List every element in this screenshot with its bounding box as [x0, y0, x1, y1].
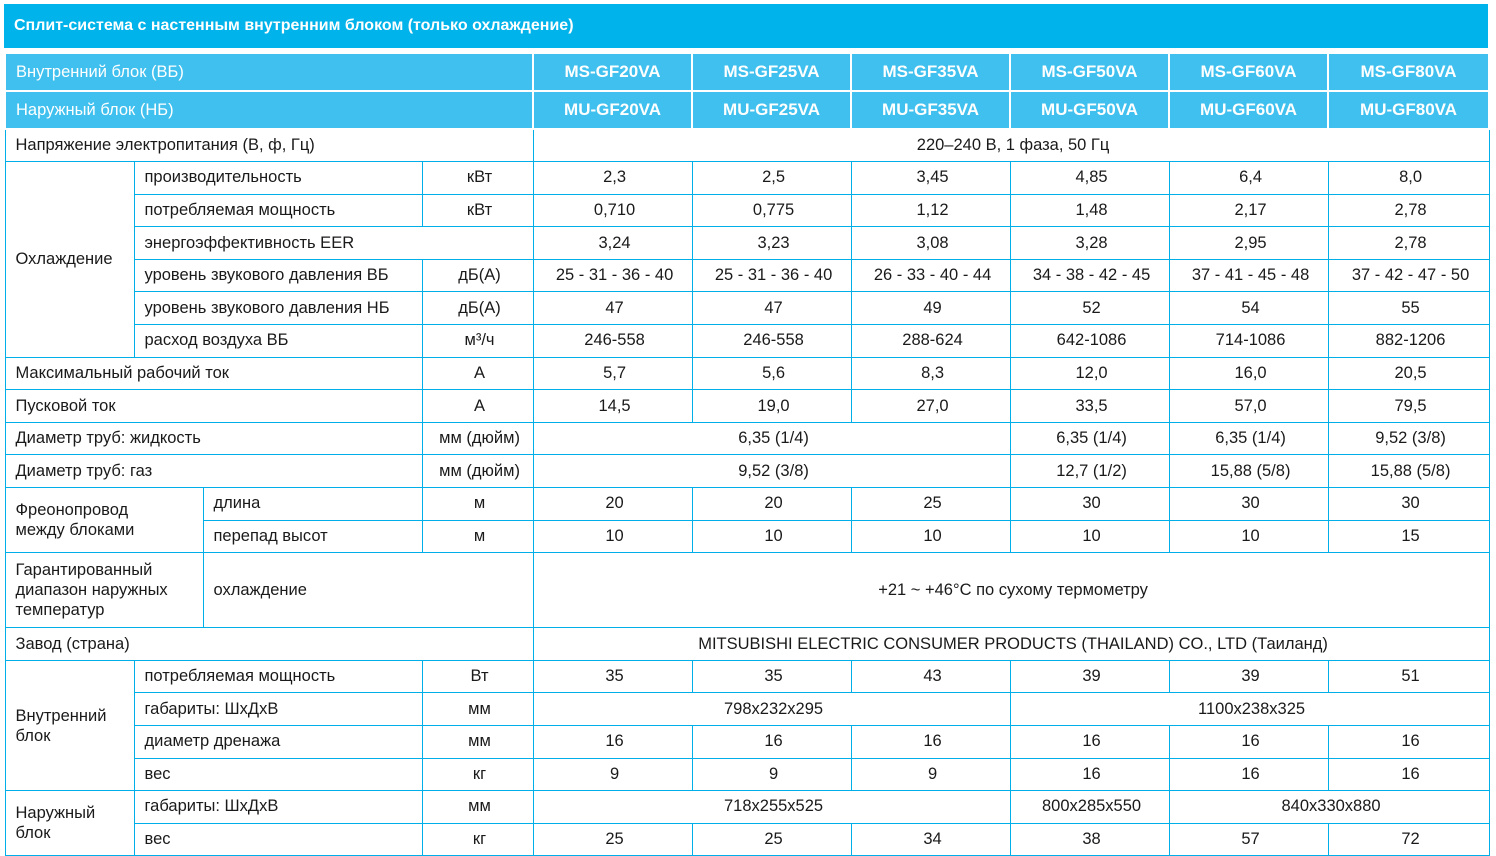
row-label: Диаметр труб: жидкость: [5, 422, 422, 455]
cell-value: 2,78: [1328, 227, 1489, 260]
cell-value: 718x255x525: [533, 791, 1010, 824]
indoor-model: MS-GF35VA: [851, 53, 1010, 91]
cell-value: 16,0: [1169, 357, 1328, 390]
cell-value: 9,52 (3/8): [1328, 422, 1489, 455]
table-title: Сплит-система с настенным внутренним блоком (только охлаждение): [4, 4, 1488, 48]
row-label: Завод (страна): [5, 628, 533, 661]
row-label: габариты: ШхДхВ: [134, 791, 422, 824]
cell-value: 25 - 31 - 36 - 40: [533, 259, 692, 292]
row-label: уровень звукового давления НБ: [134, 292, 422, 325]
outdoor-unit-label-line: блок: [15, 824, 51, 843]
cell-value: 9: [533, 758, 692, 791]
cell-value: 79,5: [1328, 390, 1489, 423]
factory-row: [5, 628, 1489, 661]
cell-value: 16: [692, 726, 851, 759]
unit-cell: мм (дюйм): [422, 455, 533, 488]
cell-value: 3,24: [533, 227, 692, 260]
indoor-model: MS-GF50VA: [1010, 53, 1169, 91]
row-label: Пусковой ток: [5, 390, 422, 423]
cell-value: 5,7: [533, 357, 692, 390]
outdoor-model: MU-GF25VA: [692, 91, 851, 129]
cell-value: 6,35 (1/4): [1010, 422, 1169, 455]
cell-value: 20: [692, 488, 851, 521]
cell-value: 12,0: [1010, 357, 1169, 390]
outdoor-unit-label-line: Наружный: [15, 804, 96, 823]
cell-value: 25: [851, 488, 1010, 521]
cell-value: 1100x238x325: [1010, 693, 1489, 726]
cell-value: 12,7 (1/2): [1010, 455, 1169, 488]
cell-value: 35: [533, 660, 692, 693]
cell-value: 37 - 42 - 47 - 50: [1328, 259, 1489, 292]
cell-value: 26 - 33 - 40 - 44: [851, 259, 1010, 292]
cell-value: 798x232x295: [533, 693, 1010, 726]
cell-value: 840x330x880: [1169, 791, 1489, 824]
cell-value: 2,17: [1169, 194, 1328, 227]
cell-value: 39: [1010, 660, 1169, 693]
pipe-gas-row: [5, 455, 1489, 488]
freon-length-row: [5, 488, 1489, 521]
cell-value: 49: [851, 292, 1010, 325]
cooling-eer-row: [5, 227, 1489, 260]
cell-value: 10: [533, 520, 692, 553]
cell-value: 20: [533, 488, 692, 521]
cell-value: 714-1086: [1169, 325, 1328, 358]
cell-value: 1,48: [1010, 194, 1169, 227]
row-label: диаметр дренажа: [134, 726, 422, 759]
row-label: длина: [203, 488, 422, 521]
indoor-power-row: [5, 660, 1489, 693]
cell-value: 33,5: [1010, 390, 1169, 423]
indoor-unit-label-line: блок: [15, 726, 51, 745]
row-label: габариты: ШхДхВ: [134, 693, 422, 726]
noise-indoor-row: [5, 259, 1489, 292]
cell-value: 15,88 (5/8): [1328, 455, 1489, 488]
cell-value: 16: [1169, 758, 1328, 791]
cell-value: 800x285x550: [1010, 791, 1169, 824]
cell-value: 10: [851, 520, 1010, 553]
cell-value: 16: [533, 726, 692, 759]
cell-value: 9,52 (3/8): [533, 455, 1010, 488]
cell-value: 34 - 38 - 42 - 45: [1010, 259, 1169, 292]
cell-value: 10: [1169, 520, 1328, 553]
cell-value: 51: [1328, 660, 1489, 693]
cell-value: 220–240 В, 1 фаза, 50 Гц: [533, 129, 1489, 162]
freon-label-line: Фреонопровод: [15, 501, 129, 520]
unit-cell: дБ(А): [422, 259, 533, 292]
row-label: расход воздуха ВБ: [134, 325, 422, 358]
cell-value: 35: [692, 660, 851, 693]
cell-value: 6,35 (1/4): [533, 422, 1010, 455]
outdoor-model: MU-GF35VA: [851, 91, 1010, 129]
cell-value: 5,6: [692, 357, 851, 390]
cell-value: 246-558: [533, 325, 692, 358]
spec-table: [4, 52, 1490, 856]
noise-outdoor-row: [5, 292, 1489, 325]
cell-value: 15: [1328, 520, 1489, 553]
temperature-label-line: температур: [15, 601, 105, 620]
cell-value: 288-624: [851, 325, 1010, 358]
cooling-power-row: [5, 194, 1489, 227]
cell-value: 25: [533, 823, 692, 856]
cell-value: 54: [1169, 292, 1328, 325]
unit-cell: м³/ч: [422, 325, 533, 358]
temperature-label-line: диапазон наружных: [15, 581, 168, 600]
pipe-liquid-row: [5, 422, 1489, 455]
cell-value: 16: [1328, 726, 1489, 759]
cell-value: 6,4: [1169, 162, 1328, 195]
unit-cell: кВт: [422, 194, 533, 227]
cell-value: 55: [1328, 292, 1489, 325]
cell-value: 27,0: [851, 390, 1010, 423]
cell-value: 0,775: [692, 194, 851, 227]
indoor-weight-row: [5, 758, 1489, 791]
row-label: Напряжение электропитания (В, ф, Гц): [5, 129, 533, 162]
cell-value: 25 - 31 - 36 - 40: [692, 259, 851, 292]
unit-cell: кг: [422, 823, 533, 856]
unit-cell: м: [422, 488, 533, 521]
cell-value: 2,3: [533, 162, 692, 195]
cell-value: 30: [1328, 488, 1489, 521]
cell-value: 8,0: [1328, 162, 1489, 195]
unit-cell: мм: [422, 726, 533, 759]
outdoor-dims-row: [5, 791, 1489, 824]
cell-value: 16: [1010, 758, 1169, 791]
cell-value: 9: [692, 758, 851, 791]
outdoor-model: MU-GF60VA: [1169, 91, 1328, 129]
indoor-label: Внутренний блок (ВБ): [5, 53, 533, 91]
cell-value: 16: [1010, 726, 1169, 759]
indoor-dims-row: [5, 693, 1489, 726]
max-current-row: [5, 357, 1489, 390]
cell-value: 3,28: [1010, 227, 1169, 260]
cell-value: 8,3: [851, 357, 1010, 390]
cell-value: 3,45: [851, 162, 1010, 195]
cell-value: 6,35 (1/4): [1169, 422, 1328, 455]
cell-value: 9: [851, 758, 1010, 791]
cell-value: 10: [1010, 520, 1169, 553]
unit-cell: А: [422, 390, 533, 423]
indoor-model: MS-GF80VA: [1328, 53, 1489, 91]
row-label: вес: [134, 823, 422, 856]
row-label: вес: [134, 758, 422, 791]
cell-value: 10: [692, 520, 851, 553]
cell-value: 642-1086: [1010, 325, 1169, 358]
row-label: производительность: [134, 162, 422, 195]
cell-value: 43: [851, 660, 1010, 693]
unit-cell: мм (дюйм): [422, 422, 533, 455]
cell-value: 4,85: [1010, 162, 1169, 195]
cell-value: 882-1206: [1328, 325, 1489, 358]
cell-value: 25: [692, 823, 851, 856]
cell-value: 246-558: [692, 325, 851, 358]
cell-value: 15,88 (5/8): [1169, 455, 1328, 488]
freon-label-line: между блоками: [15, 521, 135, 540]
cell-value: +21 ~ +46°C по сухому термометру: [533, 553, 1489, 628]
cell-value: 52: [1010, 292, 1169, 325]
row-label: потребляемая мощность: [134, 194, 422, 227]
freon-group-label: [5, 488, 203, 553]
row-label: охлаждение: [203, 553, 533, 628]
cell-value: 0,710: [533, 194, 692, 227]
outdoor-label: Наружный блок (НБ): [5, 91, 533, 129]
outdoor-model: MU-GF80VA: [1328, 91, 1489, 129]
cooling-capacity-row: [5, 162, 1489, 195]
indoor-unit-label-line: Внутренний: [15, 706, 107, 725]
unit-cell: кг: [422, 758, 533, 791]
outdoor-model: MU-GF20VA: [533, 91, 692, 129]
cell-value: 2,78: [1328, 194, 1489, 227]
outdoor-weight-row: [5, 823, 1489, 856]
row-label: энергоэффективность EER: [134, 227, 533, 260]
indoor-model: MS-GF60VA: [1169, 53, 1328, 91]
unit-cell: мм: [422, 791, 533, 824]
cooling-group-label: Охлаждение: [5, 162, 134, 358]
cell-value: 34: [851, 823, 1010, 856]
unit-cell: м: [422, 520, 533, 553]
row-label: потребляемая мощность: [134, 660, 422, 693]
cell-value: 37 - 41 - 45 - 48: [1169, 259, 1328, 292]
indoor-model: MS-GF25VA: [692, 53, 851, 91]
cell-value: 2,5: [692, 162, 851, 195]
indoor-drain-row: [5, 726, 1489, 759]
outdoor-model: MU-GF50VA: [1010, 91, 1169, 129]
indoor-unit-group-label: [5, 660, 134, 790]
cell-value: MITSUBISHI ELECTRIC CONSUMER PRODUCTS (THAILAND) CO., LTD (Таиланд): [533, 628, 1489, 661]
cell-value: 20,5: [1328, 357, 1489, 390]
row-label: Диаметр труб: газ: [5, 455, 422, 488]
cell-value: 39: [1169, 660, 1328, 693]
outdoor-model-row: [5, 91, 1489, 129]
cell-value: 38: [1010, 823, 1169, 856]
cell-value: 2,95: [1169, 227, 1328, 260]
start-current-row: [5, 390, 1489, 423]
unit-cell: кВт: [422, 162, 533, 195]
cell-value: 57: [1169, 823, 1328, 856]
cell-value: 16: [851, 726, 1010, 759]
unit-cell: Вт: [422, 660, 533, 693]
cell-value: 14,5: [533, 390, 692, 423]
cell-value: 30: [1010, 488, 1169, 521]
unit-cell: дБ(А): [422, 292, 533, 325]
temperature-group-label: [5, 553, 203, 628]
temperature-label-line: Гарантированный: [15, 561, 153, 580]
cell-value: 1,12: [851, 194, 1010, 227]
cell-value: 30: [1169, 488, 1328, 521]
freon-height-row: [5, 520, 1489, 553]
cell-value: 16: [1328, 758, 1489, 791]
row-label: Максимальный рабочий ток: [5, 357, 422, 390]
unit-cell: мм: [422, 693, 533, 726]
cell-value: 72: [1328, 823, 1489, 856]
cell-value: 3,08: [851, 227, 1010, 260]
temperature-range-row: [5, 553, 1489, 628]
cell-value: 47: [533, 292, 692, 325]
cell-value: 47: [692, 292, 851, 325]
cell-value: 57,0: [1169, 390, 1328, 423]
row-label: уровень звукового давления ВБ: [134, 259, 422, 292]
airflow-row: [5, 325, 1489, 358]
unit-cell: А: [422, 357, 533, 390]
row-label: перепад высот: [203, 520, 422, 553]
cell-value: 3,23: [692, 227, 851, 260]
indoor-model: MS-GF20VA: [533, 53, 692, 91]
cell-value: 16: [1169, 726, 1328, 759]
outdoor-unit-group-label: [5, 791, 134, 856]
indoor-model-row: [5, 53, 1489, 91]
cell-value: 19,0: [692, 390, 851, 423]
power-supply-row: [5, 129, 1489, 162]
